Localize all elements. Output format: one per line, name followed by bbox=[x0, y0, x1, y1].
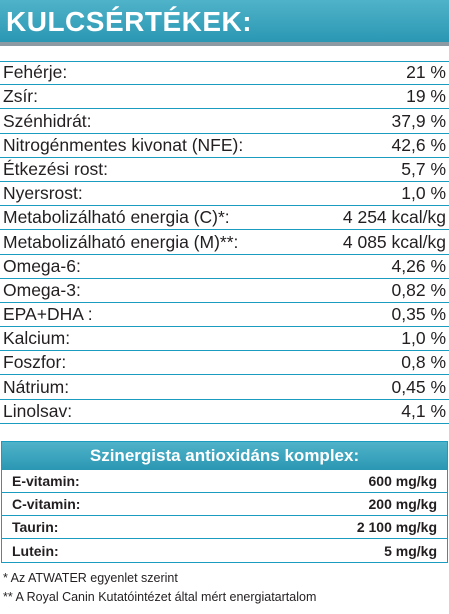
row-label: Fehérje: bbox=[3, 62, 68, 83]
table-row bbox=[0, 85, 449, 109]
row-value: 200 mg/kg bbox=[368, 496, 437, 512]
row-label: Omega-3: bbox=[3, 279, 81, 300]
table-row bbox=[0, 230, 449, 254]
row-label: Foszfor: bbox=[3, 352, 67, 373]
table-row bbox=[0, 351, 449, 375]
table-row bbox=[0, 158, 449, 182]
key-values-table bbox=[0, 61, 449, 424]
table-row bbox=[0, 400, 449, 424]
table-row bbox=[0, 61, 449, 85]
table-row bbox=[0, 255, 449, 279]
row-label: C-vitamin: bbox=[12, 496, 81, 512]
table-row bbox=[0, 134, 449, 158]
row-value: 5,7 % bbox=[401, 158, 446, 179]
row-value: 19 % bbox=[406, 86, 446, 107]
row-label: Metabolizálható energia (C)*: bbox=[3, 207, 230, 228]
row-value: 5 mg/kg bbox=[384, 543, 437, 559]
row-value: 0,35 % bbox=[391, 304, 446, 325]
table-row bbox=[0, 303, 449, 327]
table-row bbox=[0, 327, 449, 351]
antioxidant-title: Szinergista antioxidáns komplex: bbox=[89, 446, 360, 465]
antioxidant-header bbox=[2, 442, 447, 470]
footnote-atwater: * Az ATWATER egyenlet szerint bbox=[3, 571, 178, 585]
row-value: 0,45 % bbox=[391, 376, 446, 397]
row-label: EPA+DHA : bbox=[3, 304, 93, 325]
table-row bbox=[0, 279, 449, 303]
row-value: 37,9 % bbox=[391, 110, 446, 131]
row-label: Linolsav: bbox=[3, 400, 73, 421]
row-label: Taurin: bbox=[12, 519, 59, 535]
row-label: Lutein: bbox=[12, 543, 59, 559]
table-row bbox=[2, 493, 447, 516]
row-label: Kalcium: bbox=[3, 328, 71, 349]
row-value: 4 085 kcal/kg bbox=[342, 231, 446, 252]
row-value: 600 mg/kg bbox=[368, 473, 437, 489]
antioxidant-table bbox=[2, 470, 447, 562]
row-label: Omega-6: bbox=[3, 255, 81, 276]
row-value: 4 254 kcal/kg bbox=[342, 207, 446, 228]
row-value: 1,0 % bbox=[401, 328, 446, 349]
footnote-royal-canin: ** A Royal Canin Kutatóintézet által mért energiatartalom bbox=[3, 590, 317, 604]
table-row bbox=[0, 375, 449, 399]
row-label: Nitrogénmentes kivonat (NFE): bbox=[3, 134, 244, 155]
row-value: 0,82 % bbox=[391, 279, 446, 300]
page-title: KULCSÉRTÉKEK: bbox=[6, 6, 253, 37]
section-header bbox=[0, 0, 449, 46]
table-row bbox=[0, 109, 449, 133]
row-value: 1,0 % bbox=[401, 183, 446, 204]
row-label: Étkezési rost: bbox=[3, 158, 109, 179]
table-row bbox=[2, 516, 447, 539]
row-label: Nyersrost: bbox=[3, 183, 83, 204]
table-row bbox=[2, 470, 447, 493]
row-label: Szénhidrát: bbox=[3, 110, 92, 131]
row-value: 4,1 % bbox=[401, 400, 446, 421]
row-value: 0,8 % bbox=[401, 352, 446, 373]
row-label: Metabolizálható energia (M)**: bbox=[3, 231, 239, 252]
row-value: 21 % bbox=[406, 62, 446, 83]
row-value: 2 100 mg/kg bbox=[356, 519, 437, 535]
table-row bbox=[0, 182, 449, 206]
row-label: Nátrium: bbox=[3, 376, 70, 397]
table-row bbox=[2, 539, 447, 562]
antioxidant-box bbox=[1, 441, 448, 563]
row-label: E-vitamin: bbox=[12, 473, 80, 489]
row-value: 4,26 % bbox=[391, 255, 446, 276]
table-row bbox=[0, 206, 449, 230]
row-label: Zsír: bbox=[3, 86, 38, 107]
row-value: 42,6 % bbox=[391, 134, 446, 155]
